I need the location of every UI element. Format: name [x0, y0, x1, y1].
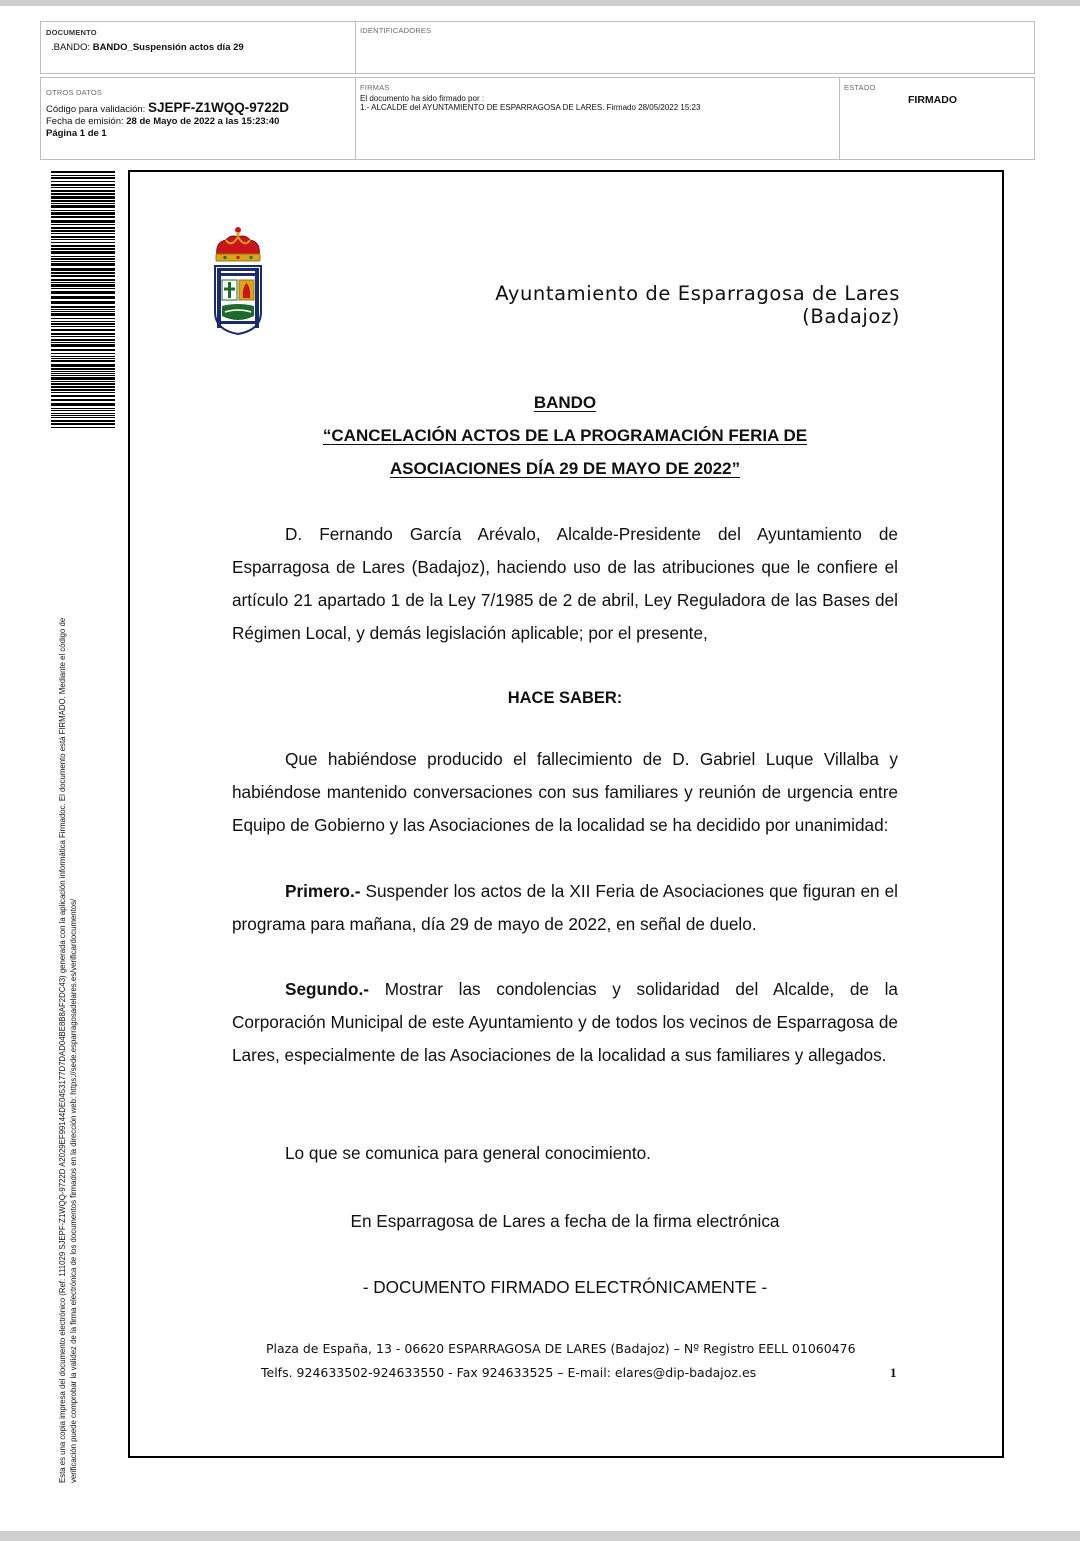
coat-of-arms-icon [211, 226, 265, 336]
codigo-validacion [46, 102, 289, 116]
barcode-bar [51, 284, 115, 287]
fecha-emision [46, 116, 279, 128]
barcode-bar [51, 368, 115, 370]
barcode-bar [51, 326, 115, 327]
barcode-bar [51, 227, 115, 229]
barcode-bar [51, 423, 115, 425]
vertical-line-2: verificación puede comprobar la validez de la firma electrónica de los documentos firmados en la dirección web: https://sede.esparragosadelares.es/verificardocumentos/ [68, 898, 78, 1483]
barcode-bar [51, 210, 115, 211]
fecha-label: Fecha de emisión: [46, 116, 127, 127]
comunica-text: Lo que se comunica para general conocimiento. [285, 1143, 651, 1163]
bottom-bar [0, 1531, 1080, 1541]
barcode-bar [51, 251, 115, 254]
barcode-bar [51, 193, 115, 195]
barcode-bar [51, 339, 115, 342]
town-header: Ayuntamiento de Esparragosa de Lares (Badajoz) [495, 282, 900, 328]
barcode-bar [51, 181, 115, 182]
title-line-2: ASOCIACIONES DÍA 29 DE MAYO DE 2022” [389, 459, 741, 478]
barcode-bar [51, 212, 115, 215]
barcode-bar [51, 306, 115, 308]
barcode-bar [51, 233, 115, 234]
barcode-bar [51, 200, 115, 202]
segundo-text: Mostrar las condolencias y solidaridad del Alcalde, de la Corporación Municipal de este Ayuntamiento y de todos los vecinos de Esparragosa de Lares, especialmente de las Asociaciones de la localidad a sus familiares y allegados. [232, 979, 898, 1065]
pagina: Página 1 de 1 [46, 128, 107, 139]
barcode-bar [51, 333, 115, 335]
documento-prefix: .BANDO: [51, 42, 93, 53]
paragraph-intro-text: D. Fernando García Arévalo, Alcalde-Presidente del Ayuntamiento de Esparragosa de Lares (Badajoz), haciendo uso de las atribuciones que le confiere el artículo 21 apartado 1 de la Ley 7/1985 de 2 de abril, Ley Reguladora de las Bases del Régimen Local, y demás legislación aplicable; por el presente, [232, 524, 898, 643]
barcode-bar [51, 353, 115, 354]
barcode-bar [51, 239, 115, 240]
barcode-bar [51, 187, 115, 188]
barcode-bar [51, 342, 115, 343]
barcode-bar [51, 373, 115, 374]
barcode-bar [51, 279, 115, 281]
barcode-bar [51, 261, 115, 262]
title-line-1: “CANCELACIÓN ACTOS DE LA PROGRAMACIÓN FERIA DE [322, 426, 808, 445]
barcode-bar [51, 318, 115, 319]
top-bar [0, 0, 1080, 6]
barcode-bar [51, 203, 115, 204]
barcode-bar [51, 184, 115, 186]
barcode-bar [51, 329, 115, 331]
barcode-bar [51, 224, 115, 225]
barcode-bar [51, 321, 115, 322]
barcode-bar [51, 216, 115, 218]
primero-text: Suspender los actos de la XII Feria de Asociaciones que figuran en el programa para mañana, día 29 de mayo de 2022, en señal de duelo. [232, 881, 898, 934]
barcode-bar [51, 427, 115, 428]
barcode-bar [51, 381, 115, 382]
estado-value: FIRMADO [908, 94, 957, 106]
barcode-bar [51, 230, 115, 232]
barcode-bar [51, 399, 115, 401]
barcode-bar [51, 358, 115, 359]
barcode-bar [51, 205, 115, 208]
barcode-bar [51, 296, 115, 299]
barcode-bar [51, 311, 115, 312]
barcode-bar [51, 282, 115, 283]
barcode-bar [51, 395, 115, 397]
barcode-bar [51, 377, 115, 380]
barcode-bar [51, 386, 115, 388]
barcode-bar [51, 415, 115, 416]
barcode-bar [51, 248, 115, 250]
title-bando: BANDO [533, 393, 597, 412]
lugar-fecha: En Esparragosa de Lares a fecha de la firma electrónica [350, 1211, 780, 1231]
barcode-bar [51, 301, 115, 304]
barcode-bar [51, 383, 115, 385]
barcode-bar [51, 236, 115, 238]
estado-label: ESTADO [844, 83, 876, 92]
paragraph-segundo [232, 973, 898, 1072]
firmas-line2: 1.- ALCALDE del AYUNTAMIENTO DE ESPARRAGOSA DE LARES. Firmado 28/05/2022 15:23 [360, 103, 701, 112]
barcode-bar [51, 258, 115, 260]
segundo-label: Segundo.- [285, 979, 370, 999]
barcode-bar [51, 268, 115, 271]
barcode-bar [51, 263, 115, 266]
barcode-bar [51, 171, 115, 173]
barcode-bar [51, 356, 115, 357]
page-number: 1 [890, 1365, 897, 1380]
footer-contact: Telfs. 924633502-924633550 - Fax 924633525 – E-mail: elares@dip-badajoz.es [261, 1365, 757, 1380]
barcode-bar [51, 413, 115, 414]
barcode-bar [51, 291, 115, 294]
vertical-legal-text [58, 471, 79, 1483]
documento-label: DOCUMENTO [46, 28, 97, 37]
barcode-bar [51, 245, 115, 247]
barcode-bar [51, 371, 115, 372]
paragraph-comunica [232, 1137, 898, 1170]
barcode-bar [51, 360, 115, 362]
paragraph-fallecimiento-text: Que habiéndose producido el fallecimiento de D. Gabriel Luque Villalba y habiéndose mantenido conversaciones con sus familiares y reunión de urgencia entre Equipo de Gobierno y las Asociaciones de la localidad se ha decidido por unanimidad: [232, 749, 898, 835]
barcode-bar [51, 309, 115, 310]
documento-name: BANDO_Suspensión actos día 29 [92, 42, 244, 53]
barcode-bar [51, 417, 115, 418]
primero-label: Primero.- [285, 881, 361, 901]
otros-datos-label: OTROS DATOS [46, 88, 103, 97]
barcode-bar [51, 389, 115, 391]
barcode-bar [51, 403, 115, 406]
barcode-bar [51, 313, 115, 316]
paragraph-intro [232, 518, 898, 650]
barcode-bar [51, 349, 115, 351]
hace-saber-heading: HACE SABER: [507, 689, 623, 707]
barcode-bar [51, 256, 115, 257]
firmas-label: FIRMAS [360, 83, 390, 92]
barcode-bar [51, 196, 115, 199]
barcode-bar [51, 323, 115, 325]
barcode [51, 171, 115, 429]
codigo-value: SJEPF-Z1WQQ-9722D [147, 100, 289, 115]
barcode-bar [51, 175, 115, 176]
barcode-bar [51, 242, 115, 243]
barcode-bar [51, 275, 115, 277]
firmas-line1: El documento ha sido firmado por : [360, 94, 485, 103]
paragraph-fallecimiento [232, 743, 898, 842]
barcode-bar [51, 364, 115, 367]
barcode-bar [51, 392, 115, 393]
firmado-electronicamente: - DOCUMENTO FIRMADO ELECTRÓNICAMENTE - [362, 1277, 768, 1297]
barcode-bar [51, 375, 115, 376]
barcode-bar [51, 288, 115, 289]
barcode-bar [51, 336, 115, 337]
identificadores-label: IDENTIFICADORES [360, 26, 432, 35]
footer-address: Plaza de España, 13 - 06620 ESPARRAGOSA DE LARES (Badajoz) – Nº Registro EELL 01060476 [266, 1341, 856, 1356]
barcode-bar [51, 177, 115, 179]
documento-value [51, 42, 244, 54]
barcode-bar [51, 272, 115, 274]
barcode-bar [51, 220, 115, 223]
identificadores-box [355, 21, 1035, 74]
codigo-label: Código para validación: [46, 104, 148, 115]
barcode-bar [51, 420, 115, 422]
fecha-value: 28 de Mayo de 2022 a las 15:23:40 [126, 116, 280, 127]
barcode-bar [51, 408, 115, 409]
paragraph-primero [232, 875, 898, 941]
firmas-box [355, 77, 840, 160]
barcode-bar [51, 190, 115, 192]
barcode-bar [51, 410, 115, 411]
vertical-line-1: Esta es una copia impresa del documento electrónico (Ref: 111029 SJEPF-Z1WQQ-9722D A2029EF99144DE0453177D7DAD04BE8B8AF2DC43) generada con la aplicación informática Firmadoc. El documento está FIRMADO. Mediante el código de [58, 617, 67, 1483]
barcode-bar [51, 344, 115, 347]
